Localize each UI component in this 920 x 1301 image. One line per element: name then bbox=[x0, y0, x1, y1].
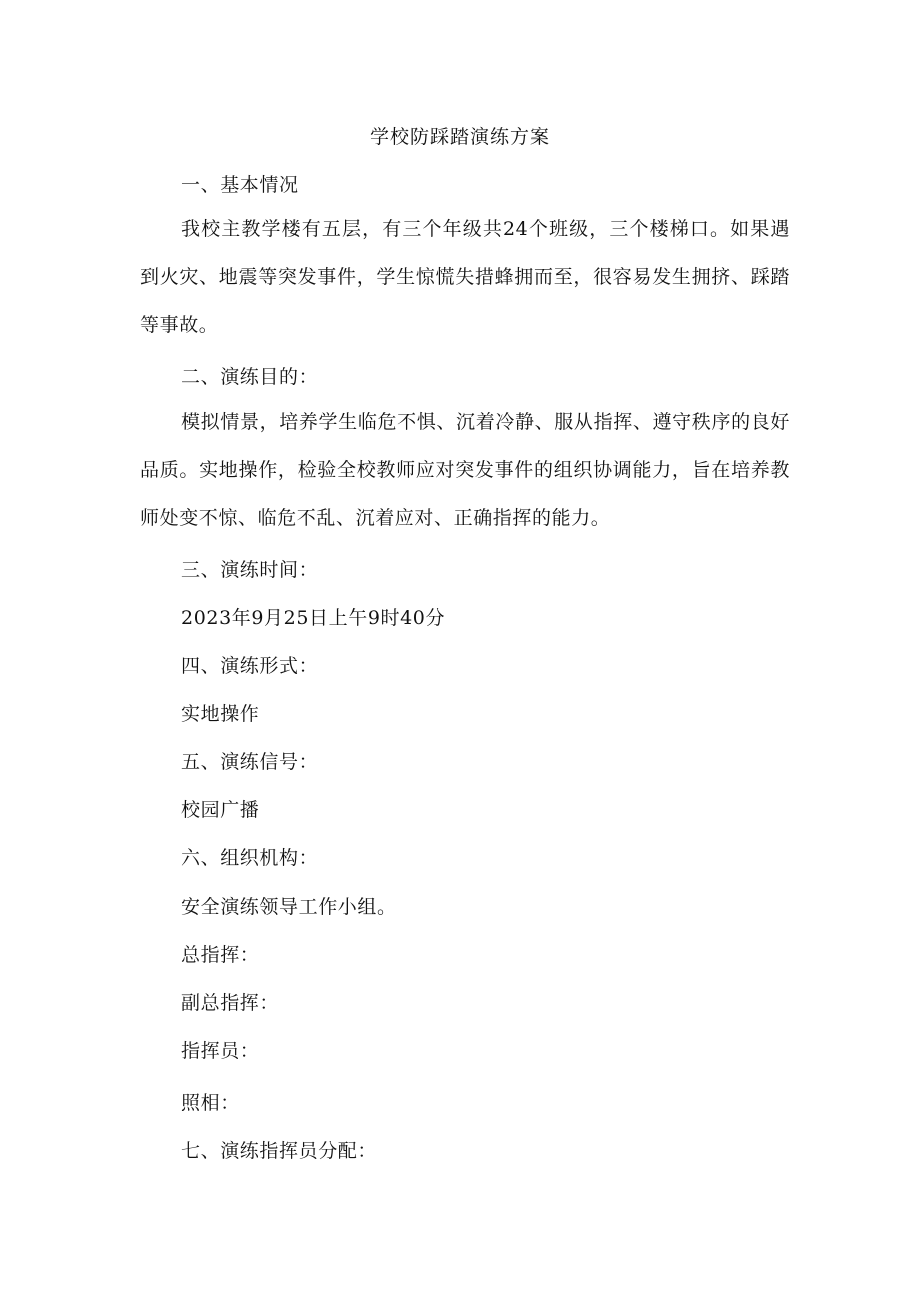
section-body-basic-info: 我校主教学楼有五层，有三个年级共24个班级，三个楼梯口。如果遇到火灾、地震等突发事件，学生惊慌失措蜂拥而至，很容易发生拥挤、踩踏等事故。 bbox=[140, 218, 790, 336]
role-deputy-commander: 副总指挥： bbox=[181, 992, 280, 1014]
section-heading-time: 三、演练时间： bbox=[181, 559, 319, 581]
role-photographer: 照相： bbox=[181, 1092, 240, 1114]
section-body-time: 2023年9月25日上午9时40分 bbox=[181, 607, 446, 629]
section-body-signal: 校园广播 bbox=[181, 799, 260, 821]
role-commander: 总指挥： bbox=[181, 944, 260, 966]
section-body-purpose: 模拟情景，培养学生临危不惧、沉着冷静、服从指挥、遵守秩序的良好品质。实地操作，检验全校教师应对突发事件的组织协调能力，旨在培养教师处变不惊、临危不乱、沉着应对、正确指挥的能力。 bbox=[140, 411, 790, 529]
section-heading-signal: 五、演练信号： bbox=[181, 751, 319, 773]
document-title: 学校防踩踏演练方案 bbox=[369, 126, 550, 148]
section-body-organization: 安全演练领导工作小组。 bbox=[181, 896, 397, 918]
section-heading-assignment: 七、演练指挥员分配： bbox=[181, 1140, 378, 1162]
section-heading-organization: 六、组织机构： bbox=[181, 847, 319, 869]
section-body-form: 实地操作 bbox=[181, 703, 260, 725]
section-heading-form: 四、演练形式： bbox=[181, 655, 319, 677]
section-heading-purpose: 二、演练目的： bbox=[181, 366, 319, 388]
role-commander-staff: 指挥员： bbox=[181, 1040, 260, 1062]
section-heading-basic-info: 一、基本情况 bbox=[181, 174, 299, 196]
